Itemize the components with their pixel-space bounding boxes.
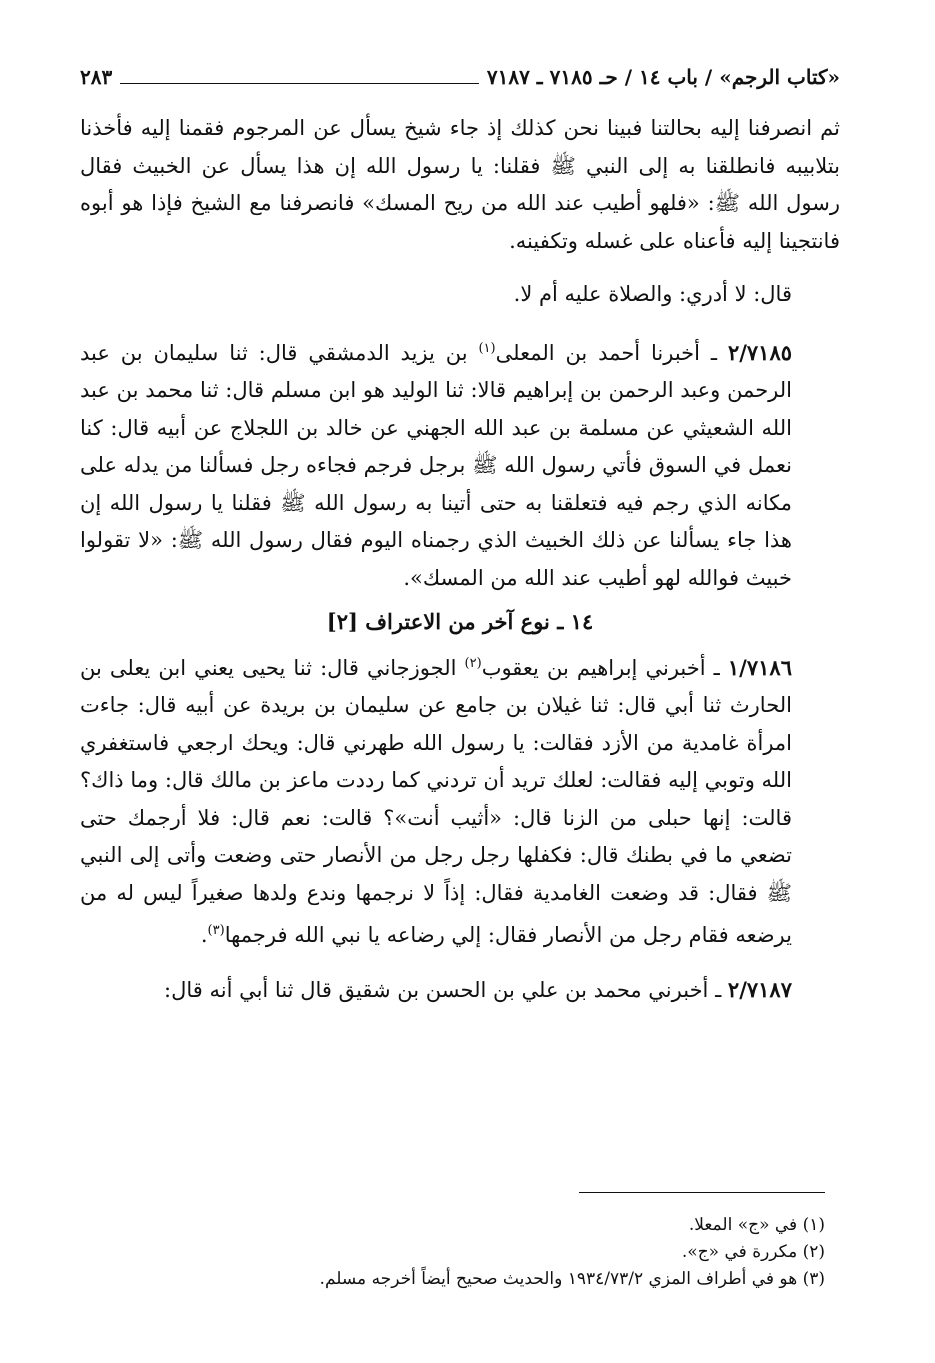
hadith-number: ٢/٧١٨٧ xyxy=(727,976,792,1002)
page-number: ٢٨٣ xyxy=(80,65,113,89)
running-header xyxy=(80,62,840,92)
page xyxy=(80,62,840,1009)
hadith-7187 xyxy=(80,971,840,1010)
hadith-7185 xyxy=(80,330,840,598)
footnote-1: (١) في «ج» المعلا. xyxy=(688,1215,825,1235)
hadith-text: ـ أخبرنا أحمد بن المعلى xyxy=(495,340,718,365)
hadith-text: بن يزيد الدمشقي قال: ثنا سليمان بن عبد الرحمن وعبد الرحمن بن إبراهيم قالا: ثنا الوليد هو ابن مسلم قال: ثنا محمد بن عبد الله الشعيثي عن مسلمة بن عبد الله الجهني عن خالد بن اللجلاج عن أبيه قال: كنا نعمل في السوق فأتي رسول الله ﷺ برجل فرجم فجاءه رجل فسألنا من يدله على مكانه الذي رجم فيه فتعلقنا به حتى أتينا به رسول الله ﷺ فقلنا يا رسول الله إن هذا جاء يسألنا عن ذلك الخبيث الذي رجمناه اليوم فقال رسول الله ﷺ: «لا تقولوا خبيث فوالله لهو أطيب عند الله من المسك». xyxy=(80,340,792,590)
paragraph-continuation: ثم انصرفنا إليه بحالتنا فبينا نحن كذلك إذ جاء شيخ يسأل عن المرجوم فقمنا إليه فأخذنا بتلابيبه فانطلقنا به إلى النبي ﷺ فقلنا: يا رسول الله إن هذا يسأل عن الخبيث فقال رسول الله ﷺ: «فلهو أطيب عند الله من ريح المسك» فانصرفنا مع الشيخ فإذا هو أبوه فانتجينا إليه فأعناه على غسله وتكفينه. xyxy=(80,116,840,253)
hadith-text: الجوزجاني قال: ثنا يحيى يعني ابن يعلى بن الحارث ثنا أبي قال: ثنا غيلان بن جامع عن سليمان بن بريدة عن أبيه قال: جاءت امرأة غامدية من الأزد فقالت: يا رسول الله طهرني قال: ويحك ارجعي فاستغفري الله وتوبي إليه فقالت: لعلك تريد أن تردني كما رددت ماعز بن مالك قال: وما ذاك؟ قالت: إنها حبلى من الزنا قال: «أثيب أنت»؟ قالت: نعم قال: فلا أرجمك حتى تضعي ما في بطنك قال: فكفلها رجل رجل من الأنصار حتى وضعت وأتى إلى النبي ﷺ فقال: قد وضعت الغامدية فقال: إذاً لا نرجمها وندع ولدها صغيراً ليس له من يرضعه فقام رجل من الأنصار فقال: إلي رضاعه يا نبي الله فرجمها xyxy=(80,655,792,947)
running-title: «كتاب الرجم» / باب ١٤ / حـ ٧١٨٥ ـ ٧١٨٧ xyxy=(486,65,840,89)
hadith-number: ٢/٧١٨٥ xyxy=(727,339,793,365)
footnote-3: (٣) هو في أطراف المزي ١٩٣٤/٧٣/٢ والحديث صحيح أيضاً أخرجه مسلم. xyxy=(319,1269,825,1289)
section-heading: ١٤ ـ نوع آخر من الاعتراف [٢] xyxy=(326,609,594,634)
footnote-rule xyxy=(579,1192,825,1193)
footnote-ref: (٢) xyxy=(464,655,482,671)
footnote-2: (٢) مكررة في «ج». xyxy=(681,1242,825,1262)
body-text xyxy=(80,110,840,1009)
hadith-text: ـ أخبرني إبراهيم بن يعقوب xyxy=(481,655,720,680)
footnote-ref: (١) xyxy=(478,340,496,356)
hadith-number: ١/٧١٨٦ xyxy=(727,654,792,680)
header-rule xyxy=(120,83,479,84)
hadith-7186: ١/٧١٨٦ ـ أخبرني إبراهيم بن يعقوب$^{(٢)}$ الجوزجاني قال: ثنا يحيى يعني ابن يعلى بن الحارث ثنا أبي قال: ثنا غيلان بن جامع عن سليمان بن بريدة عن أبيه قال: جاءت امرأة غامدية من الأزد فقالت: يا رسول الله طهرني قال: ويحك ارجعي فاستغفري الله وتوبي إليه فقالت: لعلك تريد أن تردني كما رددت ماعز بن مالك قال: وما ذاك؟ قالت: إنها حبلى من الزنا قال: «أثيب أنت»؟ قالت: نعم قال: فلا أرجمك حتى تضعي ما في بطنك قال: فكفلها رجل رجل من الأنصار حتى وضعت وأتى إلى النبي ﷺ فقال: قد وضعت الغامدية فقال: إذاً لا نرجمها وندع ولدها صغيراً ليس له من يرضعه فقام رجل من الأنصار فقال: إلي رضاعه يا نبي الله فرجمها$^{(٣)}$. xyxy=(80,654,792,947)
paragraph-narrator-note: قال: لا أدري: والصلاة عليه أم لا. xyxy=(513,282,792,306)
footnote-ref: (٣) xyxy=(207,923,225,938)
footnotes xyxy=(125,1212,825,1293)
hadith-text: ـ أخبرني محمد بن علي بن الحسن بن شقيق قال ثنا أبي أنه قال: xyxy=(164,977,722,1002)
